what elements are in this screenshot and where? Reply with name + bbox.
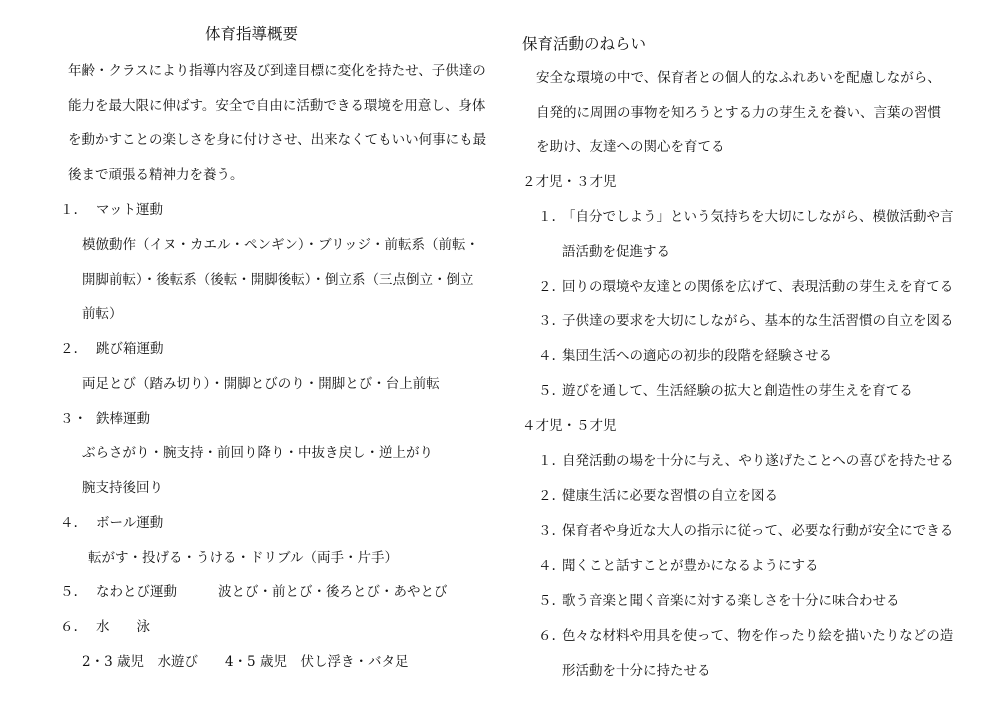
intro-line-1: 年齢・クラスにより指導内容及び到達目標に変化を持たせ、子供達の xyxy=(68,63,486,79)
item-number: １. xyxy=(538,209,556,225)
intro-line-2: 能力を最大限に伸ばす。安全で自由に活動できる環境を用意し、身体 xyxy=(68,98,486,114)
item-text: 遊びを通して、生活経験の拡大と創造性の芽生えを育てる xyxy=(562,383,913,399)
section-text: 両足とび（踏み切り）・開脚とびのり・開脚とび・台上前転 xyxy=(82,376,440,392)
section-detail: 波とび・前とび・後ろとび・あやとび xyxy=(218,584,448,600)
section-text: 前転） xyxy=(82,306,123,322)
item-number: ５. xyxy=(538,383,556,399)
item-text: 形活動を十分に持たせる xyxy=(562,663,711,679)
item-number: ６. xyxy=(538,628,556,644)
item-number: ３. xyxy=(538,523,556,539)
item-text: 「自分でしよう」という気持ちを大切にしながら、模倣活動や言 xyxy=(562,209,954,225)
item-text: 回りの環境や友達との関係を広げて、表現活動の芽生えを育てる xyxy=(562,279,954,295)
intro-line-3: を助け、友達への関心を育てる xyxy=(536,139,725,155)
section-title: 鉄棒運動 xyxy=(96,411,150,427)
item-text: 歌う音楽と聞く音楽に対する楽しさを十分に味合わせる xyxy=(562,593,900,609)
section-text: 模倣動作（イヌ・カエル・ペンギン）・ブリッジ・前転系（前転・ xyxy=(82,237,480,253)
item-number: ３. xyxy=(538,313,556,329)
item-number: ２. xyxy=(538,488,556,504)
page-title: 体育指導概要 xyxy=(205,25,299,43)
item-text: 健康生活に必要な習慣の自立を図る xyxy=(562,488,778,504)
item-text: 子供達の要求を大切にしながら、基本的な生活習慣の自立を図る xyxy=(562,313,954,329)
section-title: 水 泳 xyxy=(96,619,150,635)
section-heading: 保育活動のねらい xyxy=(522,35,647,53)
item-text: 聞くこと話すことが豊かになるようにする xyxy=(562,558,819,574)
intro-line-2: 自発的に周囲の事物を知ろうとする力の芽生えを養い、言葉の習慣 xyxy=(536,105,941,121)
section-text: 開脚前転）・後転系（後転・開脚後転）・倒立系（三点倒立・倒立 xyxy=(82,272,474,288)
section-number: ２. xyxy=(60,341,78,357)
section-text: ぶらさがり・腕支持・前回り降り・中抜き戻し・逆上がり xyxy=(82,445,433,461)
item-number: １. xyxy=(538,453,556,469)
intro-line-1: 安全な環境の中で、保育者との個人的なふれあいを配慮しながら、 xyxy=(536,70,941,86)
section-text: 転がす・投げる・うける・ドリブル（両手・片手） xyxy=(88,550,398,566)
item-text: 集団生活への適応の初歩的段階を経験させる xyxy=(562,348,832,364)
section-number: ４. xyxy=(60,515,78,531)
item-text: 保育者や身近な大人の指示に従って、必要な行動が安全にできる xyxy=(562,523,954,539)
item-number: ５. xyxy=(538,593,556,609)
section-title: ボール運動 xyxy=(96,515,164,531)
item-number: ４. xyxy=(538,348,556,364)
age-group-heading: ２才児・３才児 xyxy=(522,174,617,190)
section-title: なわとび運動 xyxy=(96,584,177,600)
item-text: 自発活動の場を十分に与え、やり遂げたことへの喜びを持たせる xyxy=(562,453,954,469)
intro-line-3: を動かすことの楽しさを身に付けさせ、出来なくてもいい何事にも最 xyxy=(68,132,487,148)
section-title: マット運動 xyxy=(96,202,163,218)
section-text: 腕支持後回り xyxy=(82,480,163,496)
section-title: 跳び箱運動 xyxy=(96,341,164,357)
item-number: ２. xyxy=(538,279,556,295)
item-number: ４. xyxy=(538,558,556,574)
age-group-heading: ４才児・５才児 xyxy=(522,418,617,434)
item-text: 色々な材料や用具を使って、物を作ったり絵を描いたりなどの造 xyxy=(562,628,954,644)
item-text: 語活動を促進する xyxy=(562,244,670,260)
section-number: ３・ xyxy=(60,411,87,427)
section-number: １. xyxy=(60,202,78,218)
intro-line-4: 後まで頑張る精神力を養う。 xyxy=(68,167,244,183)
section-number: ５. xyxy=(60,584,78,600)
section-text: 2・3 歳児 水遊び 4・5 歳児 伏し浮き・バタ足 xyxy=(82,654,409,670)
section-number: ６. xyxy=(60,619,78,635)
